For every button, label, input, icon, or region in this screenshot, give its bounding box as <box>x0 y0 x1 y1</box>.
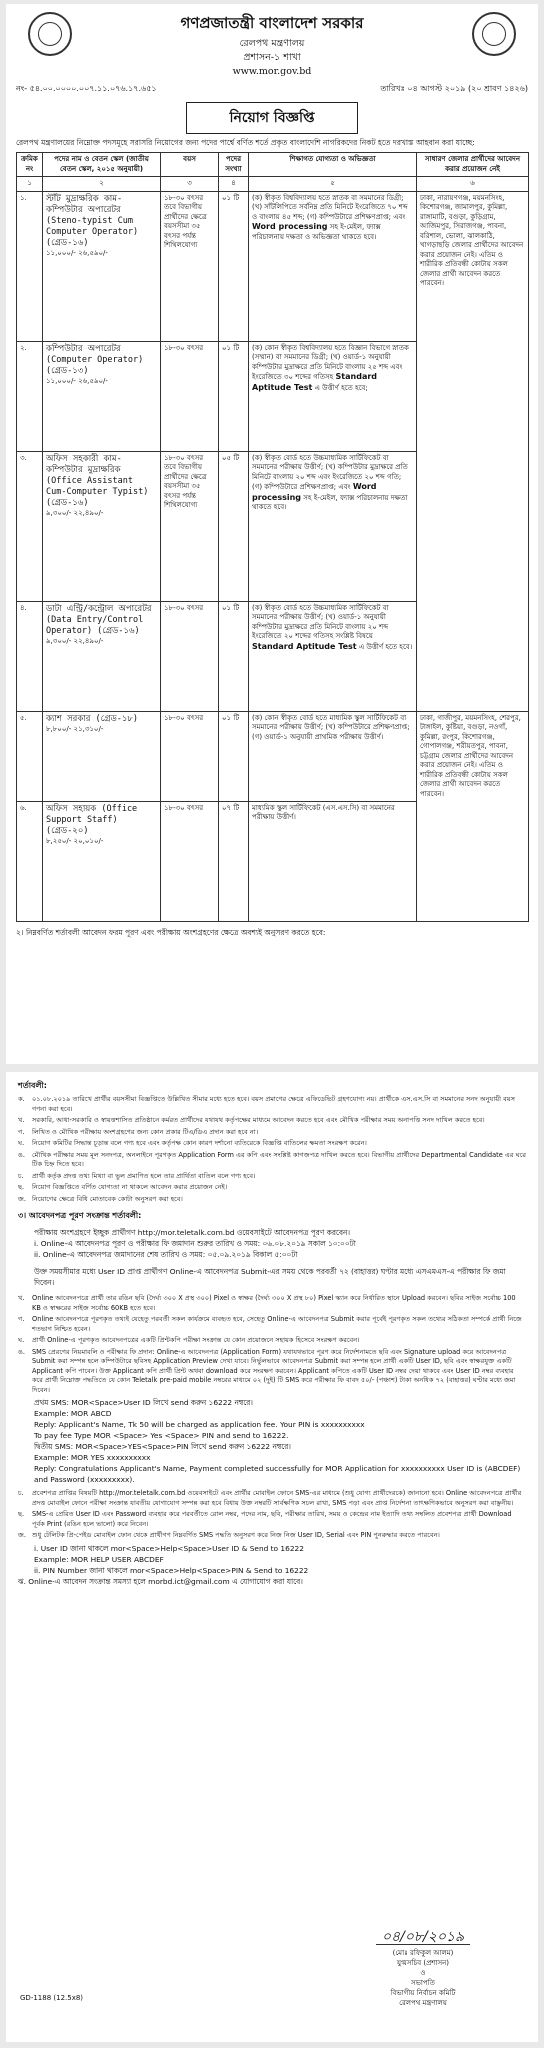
table-row: ৬. অফিস সহায়ক (Office Support Staff) (গ্রেড-২০) ৮,২৫০/- ২০,০১০/- ১৮-৩০ বৎসর ০৭ টি মাধ্যমিক স্কুল সার্টিফিকেট (এস.এস.সি) বা সমমানের পরীক্ষায় উত্তীর্ণ। <box>17 801 529 921</box>
advertisement-page-1 <box>6 4 538 1064</box>
sms-reply1: Reply: Applicant's Name, Tk 50 will be charged as application fee. Your PIN is xxxxxxxxxx <box>34 1420 365 1429</box>
committee-role: সভাপতি <box>411 1979 435 1987</box>
committee-name: বিভাগীয় নির্বাচন কমিটি <box>390 1989 456 1997</box>
signatory-name: (মোঃ রফিকুল আলম) <box>392 1949 454 1957</box>
col-post: পদের নাম ও বেতন স্কেল (জাতীয় বেতন স্কেল, ২০১৫ অনুযায়ী) <box>43 153 161 177</box>
apply-after: উক্ত সময়সীমার মধ্যে User ID প্রাপ্ত প্রার্থীগণ Online-এ আবেদনপত্র Submit-এর সময় থেকে পরবর্তী ৭২ (বাহাত্তর) ঘণ্টার মধ্যে এসএমএস-এ পরীক্ষার ফি জমা দিবেন। <box>34 1267 506 1287</box>
table-header-row <box>17 153 529 177</box>
list-item: খ. Online আবেদনপত্রে প্রার্থী তার রঙিন ছবি (দৈর্ঘ্য ৩০০ X প্রস্থ ৩০০) Pixel ও স্বাক্ষর (দৈর্ঘ্য ৩০০ X প্রস্থ ৮০) Pixel স্ক্যান করে নির্ধারিত স্থানে Upload করবেন। ছবির সাইজ সর্বোচ্চ 100 KB ও স্বাক্ষরের সাইজ সর্বোচ্চ 60KB হতে হবে। <box>18 1294 516 1312</box>
apply-title: ৩। আবেদনপত্র পূরণ সংক্রান্ত শর্তাবলী: <box>18 1211 142 1220</box>
conditions-title: শর্তাবলী: <box>18 1081 47 1090</box>
col-qualification: শিক্ষাগত যোগ্যতা ও অভিজ্ঞতা <box>249 153 417 177</box>
list-item: চ. প্রার্থী কর্তৃক প্রদত্ত তথ্য মিথ্যা বা ভুল প্রমাণিত হলে তার প্রার্থিতা বাতিল বলে গণ্য হবে। <box>18 1171 256 1180</box>
recovery-example: Example: MOR HELP USER ABCDEF <box>34 1554 164 1564</box>
list-item: গ. Online আবেদনপত্রে পূরণকৃত তথ্যই যেহেতু পরবর্তী সকল কার্যক্রমে ব্যবহৃত হবে, সেহেতু Online-এ আবেদনপত্র Submit করার পূর্বেই পূরণকৃত সকল তথ্যের সঠিকতা সম্পর্কে প্রার্থী নিজে শতভাগ নিশ্চিত হবেন। <box>18 1315 522 1333</box>
letterhead <box>16 12 528 79</box>
recovery-pin: ii. PIN Number জানা থাকলে mor<Space>Help<Space>PIN & Send to 16222 <box>34 1565 309 1575</box>
ministry-name-footer: রেলপথ মন্ত্রণালয় <box>399 1999 447 2007</box>
table-row: ৪. ডাটা এন্ট্রি/কন্ট্রোল অপারেটর (Data Entry/Control Operator) (গ্রেড-১৬) ৯,৩০০/- ২২,৪৯০/- ১৮-৩০ বৎসর ০১ টি (ক) স্বীকৃত বোর্ড হতে উচ্চমাধ্যমিক সার্টিফিকেট বা সমমানের পরীক্ষায় উত্তীর্ণ; (খ) ওয়ার্ড-১ অনুযায়ী কম্পিউটার মুদ্রাক্ষরে প্রতি মিনিটে বাংলায় ২০ শব্দ ইংরেজিতে ২০ শব্দের গতিসহ সংশ্লিষ্ট বিষয়ে Standard Aptitude Test এ উত্তীর্ণ হতে হবে। <box>17 601 529 711</box>
col-sl: ক্রমিক নং <box>17 153 43 177</box>
list-item: ঘ. প্রার্থী Online-এ পূরণকৃত আবেদনপত্রের একটি প্রিন্টকপি পরীক্ষা সংক্রান্ত যে কোন প্রয়োজনে সহায়ক হিসেবে সংরক্ষণ করবেন। <box>18 1336 360 1344</box>
sms-example2: Example: MOR YES xxxxxxxxxx <box>34 1453 151 1462</box>
list-item: ঙ. SMS প্রেরণের নিয়মাবলি ও পরীক্ষার ফি প্রদান: Online-এ আবেদনপত্র (Application Form) যথাযথভাবে পূরণ করে নির্দেশনামতে ছবি এবং Signature upload করে আবেদনপত্র Submit করা সম্পন্ন হলে কম্পিউটারে ছবিসহ Application Preview দেখা যাবে। নির্ভুলভাবে আবেদনপত্র Submit করা সম্পন্ন হলে প্রার্থী একটি User ID, ছবি এবং স্বাক্ষরযুক্ত একটি Applicant কপি পাবেন। উক্ত Applicant কপি প্রার্থী প্রিন্ট অথবা download করে সংরক্ষণ করবেন। Applicant কপিতে একটি User ID নম্বর দেয়া থাকবে এবং User ID নম্বর ব্যবহার করে প্রার্থী নিম্নোক্ত পদ্ধতিতে যে কোন Teletalk pre-paid mobile নম্বরের মাধ্যমে ০২ (দুই) টি SMS করে পরীক্ষার ফি বাবদ ৫০/- (পঞ্চাশ) টাকা অনধিক ৭২ (বাহাত্তর) ঘণ্টার মধ্যে জমা দিবেন। <box>18 1347 516 1394</box>
sms-pay: To pay fee Type MOR <Space> Yes <Space> PIN and send to 16222. <box>34 1431 289 1440</box>
list-item: ছ. SMS-এ প্রেরিত User ID এবং Password ব্যবহার করে পরবর্তীতে রোল নম্বর, পদের নাম, ছবি, পরীক্ষার তারিখ, সময় ও কেন্দ্রের নাম ইত্যাদি তথ্য সম্বলিত প্রবেশপত্র প্রার্থী Download পূর্বক Print (রঙিন হলে ভালো) করে নিবেন। <box>18 1510 512 1528</box>
apply-date-start: i. Online-এ আবেদনপত্র পূরণ ও পরীক্ষার ফি জমাদান শুরুর তারিখ ও সময়: ০৬.০৮.২০১৯ সকাল ১০:০০টা <box>34 1239 356 1248</box>
table-row: ৫. ক্যাশ সরকার (গ্রেড-১৮) ৮,৮০০/- ২১,৩১০/- ১৮-৩০ বৎসর ০১ টি (ক) কোন স্বীকৃত বোর্ড হতে মাধ্যমিক স্কুল সার্টিফিকেট বা সমমানের পরীক্ষায় উত্তীর্ণ; (খ) কম্পিউটারে প্রশিক্ষণপ্রাপ্ত; (গ) ওয়ার্ড-১ অনুযায়ী প্রাথমিক পরীক্ষায় উত্তীর্ণ। ঢাকা, গাজীপুর, ময়মনসিংহ, শেরপুর, টাঙ্গাইল, কুষ্টিয়া, বগুড়া, নওগাঁ, কুমিল্লা, রংপুর, কিশোরগঞ্জ, গোপালগঞ্জ, শরীয়তপুর, পাবনা, চট্টগ্রাম জেলার প্রার্থীদের আবেদন করার প্রয়োজন নেই। এতিম ও শারীরিক প্রতিবন্ধী কোটায় সকল জেলার প্রার্থী আবেদন করতে পারবেন। <box>17 711 529 801</box>
conditions-list <box>18 1095 526 1204</box>
table-index-row: ১ ২ ৩ ৪ ৫ ৬ <box>17 177 529 192</box>
sms-reply2: Reply: Congratulations Applicant's Name, Payment completed successfully for MOR Application for xxxxxxxxxx User ID is (ABCDEF) and Password (xxxxxxxxx). <box>34 1464 521 1484</box>
recovery-userid: i. User ID জানা থাকলে mor<Space>Help<Space>User ID & Send to 16222 <box>34 1543 304 1553</box>
list-item: ছ. নিয়োগ বিজ্ঞপ্তিতে বর্ণিত যোগ্যতা না থাকলে আবেদন করার প্রয়োজন নেই। <box>18 1183 228 1191</box>
list-item: জ. শুধু টেলিটক প্রি-পেইড মোবাইল ফোন থেকে প্রার্থীগণ নিম্নবর্ণিত SMS পদ্ধতি অনুসরণ করে নিজ নিজ User ID, Serial এবং PIN পুনরুদ্ধার করতে পারবেন। <box>18 1531 440 1539</box>
apply-url-line[interactable]: পরীক্ষায় অংশগ্রহণে ইচ্ছুক প্রার্থীগণ http://mor.teletalk.com.bd ওয়েবসাইটে আবেদনপত্র পূরণ করবেন। <box>34 1228 351 1237</box>
col-count: পদের সংখ্যা <box>219 153 249 177</box>
section-name: প্রশাসন-১ শাখা <box>243 52 301 63</box>
notice-intro: রেলপথ মন্ত্রণালয়ের নিম্নোক্ত পদসমূহে সরাসরি নিয়োগের জন্য পদের পার্শ্বে বর্ণিত শর্তে প্রকৃত বাংলাদেশি নাগরিকদের নিকট হতে দরখাস্ত আহবান করা যাচ্ছে: <box>16 138 475 147</box>
sms-second: দ্বিতীয় SMS: MOR<Space>YES<Space>PIN লিখে send করুন ১6222 নম্বরে। <box>34 1442 291 1451</box>
ministry-name: রেলপথ মন্ত্রণালয় <box>239 38 305 49</box>
table-row: ২. কম্পিউটার অপারেটর (Computer Operator) (গ্রেড-১৩) ১১,০০০/- ২৬,৫৯০/- ১৮-৩০ বৎসর ০১ টি (ক) কোন স্বীকৃত বিশ্ববিদ্যালয় হতে বিজ্ঞান বিভাগে স্নাতক (সম্মান) বা সমমানের ডিগ্রী; (খ) ওয়ার্ড-১ অনুযায়ী কম্পিউটার মুদ্রাক্ষরে প্রতি মিনিটে বাংলায় ২৫ শব্দ এবং ইংরেজিতে ৩০ শব্দের গতিসহ Standard Aptitude Test এ উত্তীর্ণ হতে হবে; <box>17 341 529 451</box>
notice-title: নিয়োগ বিজ্ঞপ্তি <box>186 102 358 134</box>
sms-first: প্রথম SMS: MOR<Space>User ID লিখে send করুন ১6222 নম্বরে। <box>34 1398 253 1407</box>
gd-number: GD-1188 (12.5x8) <box>20 1994 84 2002</box>
contact-line[interactable]: ঝ. Online-এ আবেদন সংক্রান্ত সমস্যা হলে morbd.ict@gmail.com এ যোগাযোগ করা যাবে। <box>18 1576 303 1586</box>
reference-line <box>16 83 528 96</box>
list-item: জ. নিয়োগের ক্ষেত্রে বিধি মোতাবেক কোটা অনুসরণ করা হবে। <box>18 1194 183 1203</box>
list-item: ক. ০১.০৮.২০১৯ তারিখে প্রার্থীর বয়সসীমা বিজ্ঞপ্তিতে উল্লিখিত সীমার মধ্যে হতে হবে। বয়স প্রমাণের ক্ষেত্রে এফিডেভিট গ্রহণযোগ্য নয়। প্রার্থীকে এস.এস.সি বা সমমানের সনদ অনুযায়ী বয়স গণনা করা হবে। <box>18 1095 516 1113</box>
table-row: ৩. অফিস সহকারী কাম- কম্পিউটার মুদ্রাক্ষরিক (Office Assistant Cum-Computer Typist) (গ্রেড-১৬) ৯,৩০০/- ২২,৪৯০/- ১৮-৩০ বৎসর তবে বিভাগীয় প্রার্থীদের ক্ষেত্রে বয়সসীমা ৩৫ বৎসর পর্যন্ত শিথিলযোগ্য ০৫ টি (ক) স্বীকৃত বোর্ড হতে উচ্চমাধ্যমিক সার্টিফিকেট বা সমমানের পরীক্ষায় উত্তীর্ণ; (খ) কম্পিউটার মুদ্রাক্ষরে প্রতি মিনিটে বাংলায় ২০ শব্দ এবং ইংরেজিতে ২০ শব্দ গতি; (গ) কম্পিউটারে প্রশিক্ষণপ্রাপ্ত; এবং Word processing সহ ই-মেইল, ফ্যাক্স পরিচালনায় দক্ষতা থাকতে হবে। <box>17 451 529 601</box>
list-item: চ. প্রবেশপত্র প্রাপ্তির বিষয়টি http://mor.teletalk.com.bd ওয়েবসাইটে এবং প্রার্থীর মোবাইল ফোনে SMS-এর মাধ্যমে (শুধু যোগ্য প্রার্থীদেরকে) জানানো হবে। Online আবেদনপত্রে প্রার্থীর প্রদত্ত মোবাইল ফোনে পরীক্ষা সংক্রান্ত যাবতীয় যোগাযোগ সম্পন্ন করা হবে বিধায় উক্ত নম্বরটি সার্বক্ষণিক সচল রাখা, SMS পড়া এবং প্রাপ্ত নির্দেশনা তাৎক্ষণিকভাবে অনুসরণ করা বাঞ্ছনীয়। <box>18 1489 522 1507</box>
government-title: গণপ্রজাতন্ত্রী বাংলাদেশ সরকার <box>180 14 364 32</box>
footnote: ২। নিম্নবর্ণিত শর্তাবলী আবেদন ফরম পূরণ এবং পরীক্ষায় অংশগ্রহণের ক্ষেত্রে অবশ্যই অনুসরণ করতে হবে: <box>16 927 326 937</box>
apply-date-end: ii. Online-এ আবেদনপত্র জমাদানের শেষ তারিখ ও সময়: ০৫.০৯.২০১৯ বিকাল ৫:০০টা <box>34 1250 298 1259</box>
advertisement-page-2 <box>6 1072 538 2042</box>
memo-date: তারিখঃ ০৪ আগস্ট ২০১৯ (২০ শ্রাবণ ১৪২৬) <box>380 84 528 93</box>
signatory-designation: যুগ্মসচিব (প্রশাসন) <box>396 1959 450 1967</box>
list-item: ঘ. নিয়োগ কমিটির সিদ্ধান্ত চূড়ান্ত বলে গণ্য হবে এবং কর্তৃপক্ষ কোন কারণ দর্শানো ব্যতিরেকে বিজ্ঞপ্তি বাতিলের ক্ষমতা সংরক্ষণ করেন। <box>18 1139 367 1147</box>
col-districts: সাধারণ জেলার প্রার্থীদের আবেদন করার প্রয়োজন নেই <box>417 153 529 177</box>
memo-number: নং- ৫৪.০০.০০০০.০০৭.১১.০৭৬.১৭.৬৫১ <box>16 84 157 93</box>
signature-block: ০৪/০৮/২০১৯ (মোঃ রফিকুল আলম) যুগ্মসচিব (প্রশাসন) ও সভাপতি বিভাগীয় নির্বাচন কমিটি রেলপথ মন্ত্রণালয় <box>348 1932 498 2008</box>
list-item: ঙ. মৌখিক পরীক্ষার সময় মূল সনদপত্র, অনলাইনে পূরণকৃত Application Form এর কপি এবং সংশ্লিষ্ট কাগজপত্র দাখিল করতে হবে। বিভাগীয় প্রার্থীদের Departmental Candidate এর ঘরে টিক চিহ্ন দিতে হবে। <box>18 1150 526 1168</box>
list-item: খ. সরকারি, আধা-সরকারি ও স্বায়ত্তশাসিত প্রতিষ্ঠানে কর্মরত প্রার্থীদের যথাযথ কর্তৃপক্ষের মাধ্যমে আবেদন করতে হবে এবং মৌখিক পরীক্ষার সময় অনাপত্তি সনদ দাখিল করতে হবে। <box>18 1116 485 1124</box>
signature: ০৪/০৮/২০১৯ <box>376 1932 470 1945</box>
government-emblem-icon <box>28 12 72 56</box>
posts-table <box>16 152 529 922</box>
railway-emblem-icon <box>472 12 516 56</box>
list-item: গ. লিখিত ও মৌখিক পরীক্ষায় অংশগ্রহণের জন্য কোন প্রকার টিএ/ডিএ প্রদান করা হবে না। <box>18 1127 259 1136</box>
table-row: ১. স্টাঁট মুদ্রাক্ষরিক কাম- কম্পিউটার অপারেটর (Steno-typist Cum Computer Operator) (গ্রেড-১৬) ১১,০০০/- ২৬,৫৯০/- ১৮-৩০ বৎসর তবে বিভাগীয় প্রার্থীদের ক্ষেত্রে বয়সসীমা ৩৫ বৎসর পর্যন্ত শিথিলযোগ্য ০১ টি (ক) স্বীকৃত বিশ্ববিদ্যালয় হতে স্নাতক বা সমমানের ডিগ্রী; (খ) সাঁটলিপিতে সর্বনিম্ন প্রতি মিনিটে ইংরেজিতে ৭০ শব্দ ও বাংলায় ৪৫ শব্দ; (গ) কম্পিউটারে প্রশিক্ষণপ্রাপ্ত; এবং Word processing সহ ই-মেইল, ফ্যাক্স পরিচালনায় দক্ষতা ও অভিজ্ঞতা থাকতে হবে। ঢাকা, নারায়ণগঞ্জ, ময়মনসিংহ, কিশোরগঞ্জ, জামালপুর, কুমিল্লা, রাঙ্গামাটি, বগুড়া, কুড়িগ্রাম, আজিমপুর, সিরাজগঞ্জ, পাবনা, বরিশাল, ভোলা, ঝালকাঠি, খাগড়াছড়ি জেলার প্রার্থীদের আবেদন করার প্রয়োজন নেই। এতিম ও শারীরিক প্রতিবন্ধী কোটায় সকল জেলার প্রার্থী আবেদন করতে পারবেন। <box>17 191 529 341</box>
sms-example1: Example: MOR ABCD <box>34 1409 112 1418</box>
website[interactable]: www.mor.gov.bd <box>232 66 312 77</box>
col-age: বয়স <box>161 153 219 177</box>
